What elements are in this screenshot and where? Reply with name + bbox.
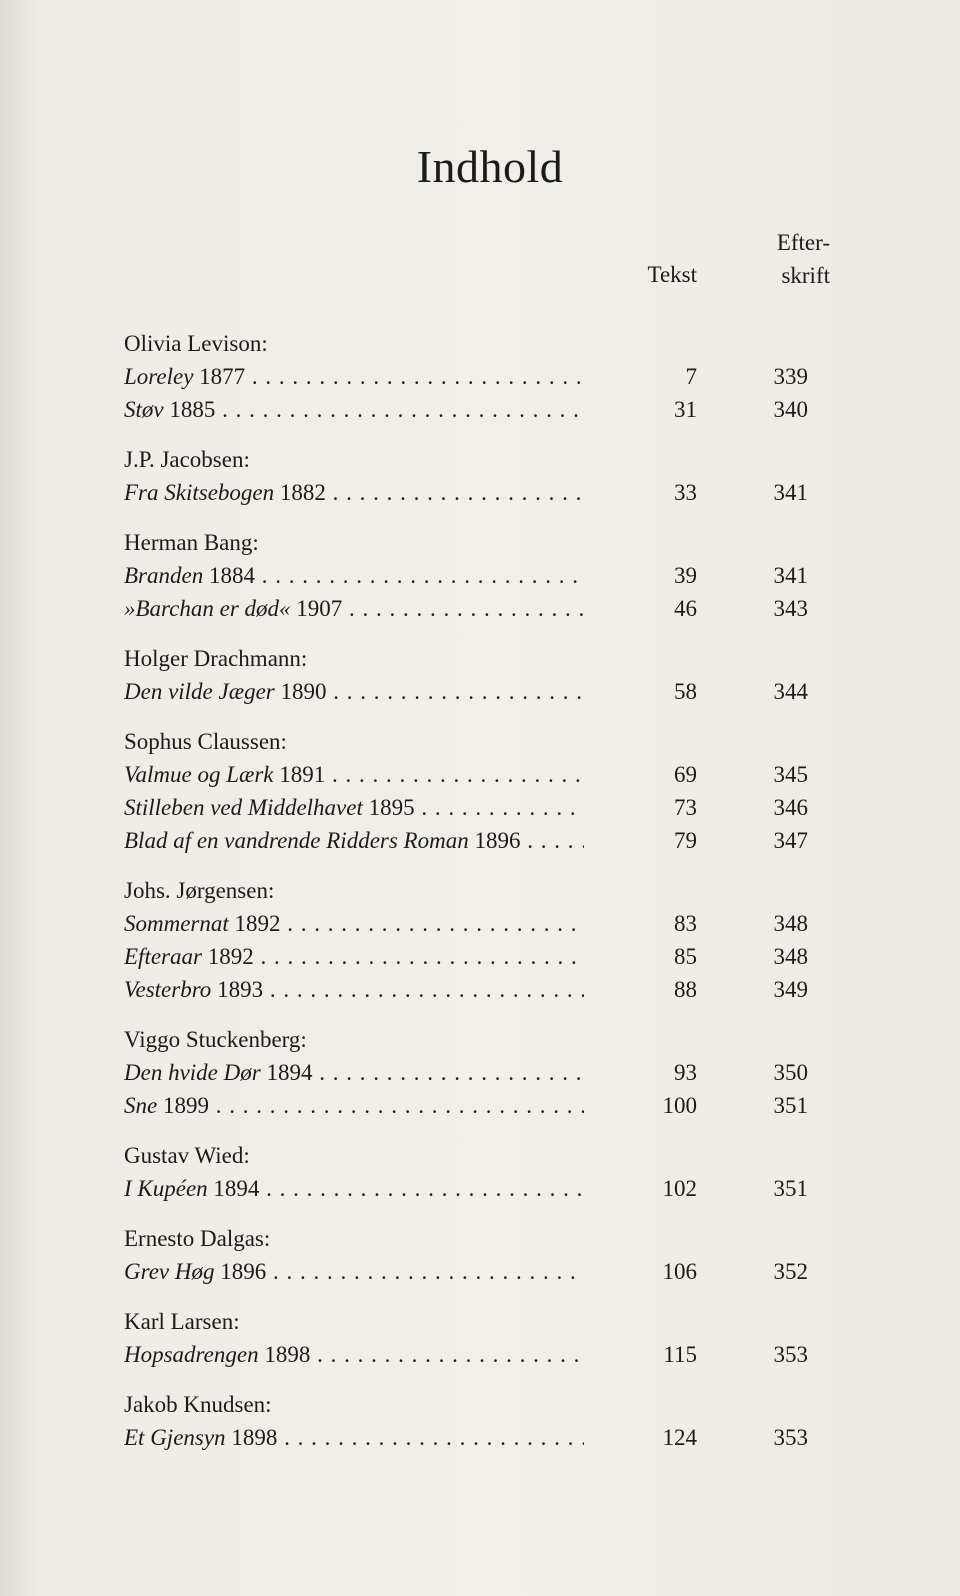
entry-title <box>124 1089 584 1122</box>
toc-entry <box>124 1089 830 1122</box>
work-title: Sne <box>124 1093 158 1118</box>
entry-title <box>124 393 584 426</box>
work-title: I Kupéen <box>124 1176 208 1201</box>
toc-entry <box>124 791 830 824</box>
tekst-page-number: 58 <box>674 679 697 704</box>
efterskrift-page-number: 343 <box>773 596 808 621</box>
work-year: 1893 <box>217 977 264 1002</box>
toc-entry <box>124 559 830 592</box>
column-header-efterskrift <box>720 226 830 292</box>
efterskrift-page-number: 341 <box>773 563 808 588</box>
work-title: Stilleben ved Middelhavet <box>124 795 363 820</box>
tekst-page-number: 85 <box>674 944 697 969</box>
efterskrift-page-number: 341 <box>773 480 808 505</box>
toc-entry <box>124 1056 830 1089</box>
efterskrift-page-number: 348 <box>773 911 808 936</box>
toc-section <box>124 1139 830 1205</box>
author-name: Johs. Jørgensen: <box>124 878 275 903</box>
work-year: 1896 <box>474 828 521 853</box>
tekst-page-number: 106 <box>662 1259 697 1284</box>
work-title: Loreley <box>124 364 194 389</box>
work-title: Den hvide Dør <box>124 1060 261 1085</box>
work-year: 1885 <box>169 397 216 422</box>
entry-title <box>124 1056 584 1089</box>
tekst-page-number: 100 <box>662 1093 697 1118</box>
efterskrift-page-number: 339 <box>773 364 808 389</box>
work-year: 1892 <box>207 944 254 969</box>
work-title: Den vilde Jæger <box>124 679 275 704</box>
author-name: Jakob Knudsen: <box>124 1392 272 1417</box>
efterskrift-page-number: 352 <box>773 1259 808 1284</box>
toc-section <box>124 874 830 1006</box>
work-title: Fra Skitsebogen <box>124 480 275 505</box>
tekst-page-number: 115 <box>663 1342 697 1367</box>
work-year: 1890 <box>280 679 327 704</box>
entry-title <box>124 973 584 1006</box>
work-title: Branden <box>124 563 204 588</box>
toc-section <box>124 1388 830 1454</box>
work-year: 1895 <box>368 795 415 820</box>
work-title: »Barchan er død« <box>124 596 291 621</box>
toc-entry <box>124 592 830 625</box>
toc-entry <box>124 1421 830 1454</box>
tekst-page-number: 39 <box>674 563 697 588</box>
toc-entry <box>124 940 830 973</box>
tekst-page-number: 88 <box>674 977 697 1002</box>
tekst-page-number: 46 <box>674 596 697 621</box>
author-name: Herman Bang: <box>124 530 259 555</box>
efterskrift-page-number: 351 <box>773 1176 808 1201</box>
author-name: Olivia Levison: <box>124 331 268 356</box>
work-year: 1892 <box>234 911 281 936</box>
toc-entry <box>124 973 830 1006</box>
work-title: Efteraar <box>124 944 202 969</box>
page-title: Indhold <box>416 141 564 192</box>
entry-title <box>124 476 584 509</box>
work-year: 1898 <box>264 1342 311 1367</box>
work-year: 1882 <box>279 480 326 505</box>
entry-title <box>124 824 584 857</box>
author-name: Ernesto Dalgas: <box>124 1226 271 1251</box>
work-year: 1894 <box>213 1176 260 1201</box>
tekst-page-number: 83 <box>674 911 697 936</box>
efterskrift-page-number: 347 <box>773 828 808 853</box>
toc-entry <box>124 393 830 426</box>
entry-title <box>124 791 584 824</box>
work-title: Grev Høg <box>124 1259 215 1284</box>
entry-title <box>124 592 584 625</box>
author-name: Holger Drachmann: <box>124 646 308 671</box>
efterskrift-page-number: 344 <box>773 679 808 704</box>
efterskrift-page-number: 353 <box>773 1425 808 1450</box>
author-name: Karl Larsen: <box>124 1309 240 1334</box>
toc-entry <box>124 1172 830 1205</box>
work-year: 1884 <box>208 563 255 588</box>
toc-entry <box>124 907 830 940</box>
efterskrift-page-number: 351 <box>773 1093 808 1118</box>
work-year: 1877 <box>199 364 246 389</box>
work-year: 1907 <box>296 596 343 621</box>
author-name: Sophus Claussen: <box>124 729 287 754</box>
column-header-tekst: Tekst <box>647 262 697 287</box>
entry-title <box>124 1338 584 1371</box>
toc-entry <box>124 758 830 791</box>
tekst-page-number: 79 <box>674 828 697 853</box>
work-title: Sommernat <box>124 911 229 936</box>
toc-entry <box>124 360 830 393</box>
toc-section <box>124 1222 830 1288</box>
table-of-contents <box>124 327 830 1471</box>
entry-title <box>124 940 584 973</box>
toc-entry <box>124 675 830 708</box>
work-title: Vesterbro <box>124 977 212 1002</box>
work-title: Hopsadrengen <box>124 1342 259 1367</box>
entry-title <box>124 1255 584 1288</box>
toc-section <box>124 443 830 509</box>
tekst-page-number: 124 <box>662 1425 697 1450</box>
entry-title <box>124 675 584 708</box>
entry-title <box>124 559 584 592</box>
tekst-page-number: 73 <box>674 795 697 820</box>
tekst-page-number: 102 <box>662 1176 697 1201</box>
author-name: Gustav Wied: <box>124 1143 250 1168</box>
toc-section <box>124 642 830 708</box>
work-title: Valmue og Lærk <box>124 762 274 787</box>
author-name: Viggo Stuckenberg: <box>124 1027 307 1052</box>
column-header-efterskrift-line1: Efter- <box>776 230 830 255</box>
efterskrift-page-number: 353 <box>773 1342 808 1367</box>
entry-title <box>124 1172 584 1205</box>
entry-title <box>124 758 584 791</box>
tekst-page-number: 7 <box>685 364 697 389</box>
tekst-page-number: 33 <box>674 480 697 505</box>
work-title: Blad af en vandrende Ridders Roman <box>124 828 469 853</box>
toc-entry <box>124 824 830 857</box>
toc-entry <box>124 1255 830 1288</box>
tekst-page-number: 69 <box>674 762 697 787</box>
efterskrift-page-number: 340 <box>773 397 808 422</box>
work-title: Støv <box>124 397 164 422</box>
entry-title <box>124 360 584 393</box>
toc-section <box>124 526 830 625</box>
entry-title <box>124 907 584 940</box>
work-title: Et Gjensyn <box>124 1425 226 1450</box>
toc-section <box>124 1305 830 1371</box>
work-year: 1896 <box>220 1259 267 1284</box>
work-year: 1894 <box>266 1060 313 1085</box>
efterskrift-page-number: 350 <box>773 1060 808 1085</box>
efterskrift-page-number: 346 <box>773 795 808 820</box>
efterskrift-page-number: 349 <box>773 977 808 1002</box>
work-year: 1899 <box>162 1093 209 1118</box>
efterskrift-page-number: 348 <box>773 944 808 969</box>
author-name: J.P. Jacobsen: <box>124 447 250 472</box>
toc-section <box>124 1023 830 1122</box>
column-header-efterskrift-line2: skrift <box>781 263 830 288</box>
toc-section <box>124 725 830 857</box>
entry-title <box>124 1421 584 1454</box>
toc-entry <box>124 1338 830 1371</box>
toc-entry <box>124 476 830 509</box>
efterskrift-page-number: 345 <box>773 762 808 787</box>
tekst-page-number: 31 <box>674 397 697 422</box>
toc-section <box>124 327 830 426</box>
work-year: 1898 <box>231 1425 278 1450</box>
tekst-page-number: 93 <box>674 1060 697 1085</box>
work-year: 1891 <box>279 762 326 787</box>
